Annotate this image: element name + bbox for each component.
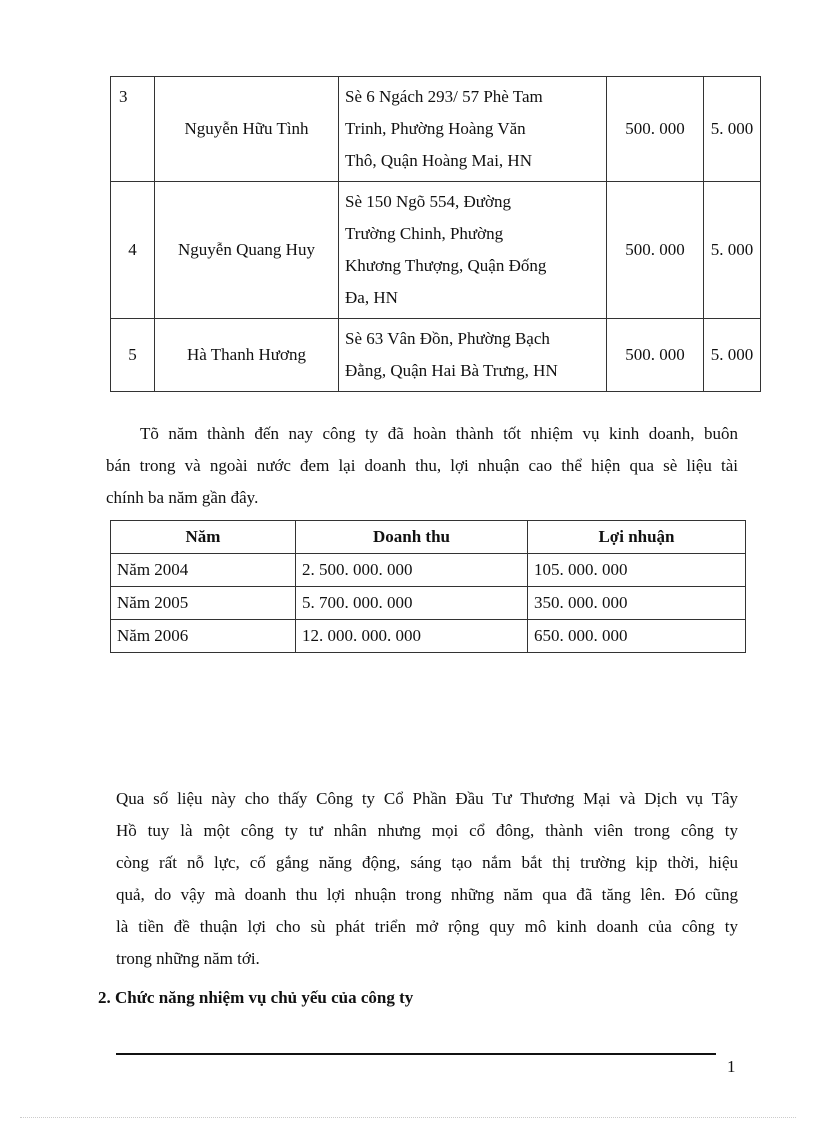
shareholder-name: Nguyễn Hữu Tình [155,77,339,182]
column-header-profit: Lợi nhuận [528,521,746,554]
table-row [111,620,746,653]
table-cell: 350. 000. 000 [528,587,746,620]
conclusion-paragraph [116,783,738,975]
paragraph-line: Tõ năm thành đến nay công ty đã hoàn thành tốt nhiệm vụ kinh doanh, buôn [140,424,738,443]
paragraph-line: còng rất nỗ lực, cố gắng năng động, sáng tạo nắm bắt thị trường kịp thời, hiệu [116,853,738,872]
shares-value: 5. 000 [704,77,761,182]
table-cell: Năm 2005 [111,587,296,620]
shares-value: 5. 000 [704,319,761,392]
table-cell: 12. 000. 000. 000 [296,620,528,653]
table-row [111,587,746,620]
table-row [111,77,761,182]
page-number: 1 [727,1057,736,1076]
shareholder-table [110,76,761,392]
paragraph-line: bán trong và ngoài nước đem lại doanh thu, lợi nhuận cao thể hiện qua sè liệu tài [106,456,738,475]
column-header-year: Năm [111,521,296,554]
intro-paragraph [106,418,738,514]
row-number: 3 [111,77,155,182]
paragraph-line: Qua số liệu này cho thấy Công ty Cổ Phần Đầu Tư Thương Mại và Dịch vụ Tây [116,789,738,808]
address-line: Trường Chinh, Phường [345,224,504,243]
paragraph-line: chính ba năm gần đây. [106,488,259,507]
address-line: Sè 150 Ngõ 554, Đường [345,192,512,211]
paragraph-line: trong những năm tới. [116,949,260,968]
paragraph-line: Hồ tuy là một công ty tư nhân nhưng mọi cổ đông, thành viên trong công ty [116,821,738,840]
table-cell: Năm 2004 [111,554,296,587]
shares-value: 5. 000 [704,182,761,319]
address-line: Trinh, Phường Hoàng Văn [345,119,526,138]
address-line: Khương Thượng, Quận Đống [345,256,547,275]
row-number: 5 [111,319,155,392]
capital-value: 500. 000 [607,77,704,182]
address-line: Sè 63 Vân Đồn, Phường Bạch [345,329,550,348]
table-cell: 105. 000. 000 [528,554,746,587]
row-number: 4 [111,182,155,319]
capital-value: 500. 000 [607,182,704,319]
table-cell: Năm 2006 [111,620,296,653]
table-row [111,182,761,319]
paragraph-line: quả, do vậy mà doanh thu lợi nhuận trong những năm qua đã tăng lên. Đó cũng [116,885,738,904]
page-bottom-divider [20,1117,796,1118]
table-cell: 5. 700. 000. 000 [296,587,528,620]
address-line: Đa, HN [345,288,398,307]
shareholder-address [339,182,607,319]
shareholder-address [339,77,607,182]
section-heading: 2. Chức năng nhiệm vụ chủ yếu của công ty [98,988,414,1007]
financial-table [110,520,746,653]
shareholder-name: Nguyễn Quang Huy [155,182,339,319]
address-line: Sè 6 Ngách 293/ 57 Phè Tam [345,87,543,106]
shareholder-address [339,319,607,392]
table-row [111,554,746,587]
table-cell: 2. 500. 000. 000 [296,554,528,587]
address-line: Thô, Quận Hoàng Mai, HN [345,151,532,170]
shareholder-name: Hà Thanh Hương [155,319,339,392]
footer-rule [116,1053,716,1055]
capital-value: 500. 000 [607,319,704,392]
table-header-row [111,521,746,554]
address-line: Đằng, Quận Hai Bà Trưng, HN [345,361,558,380]
table-row [111,319,761,392]
column-header-revenue: Doanh thu [296,521,528,554]
paragraph-line: là tiền đề thuận lợi cho sù phát triển mở rộng quy mô kinh doanh của công ty [116,917,738,936]
table-cell: 650. 000. 000 [528,620,746,653]
